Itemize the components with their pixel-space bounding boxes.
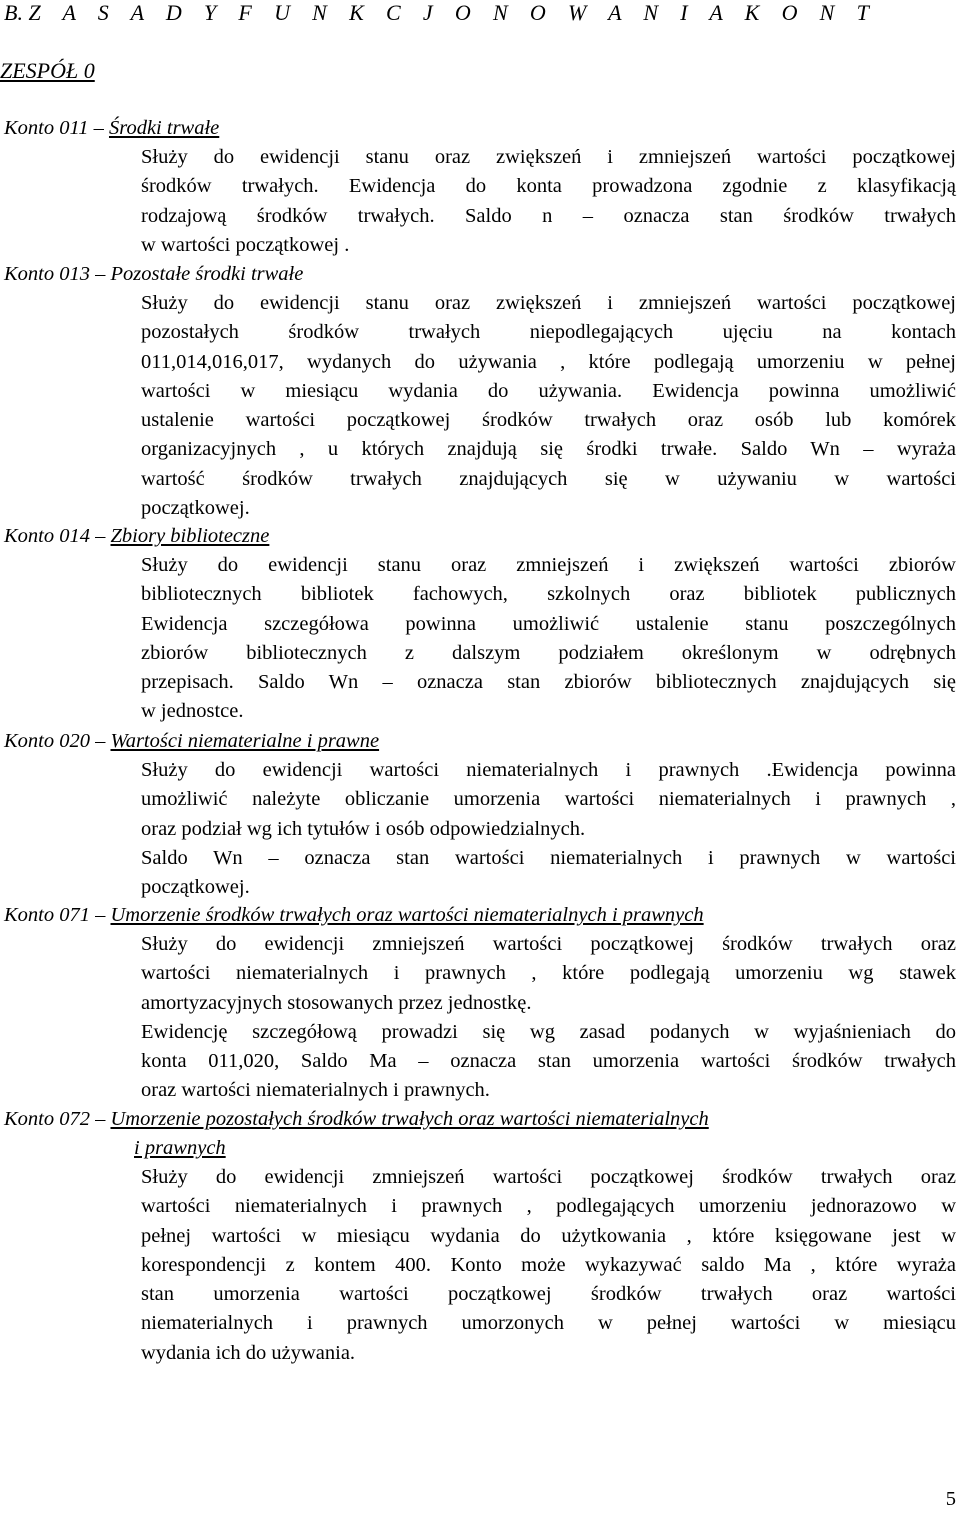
text-line: pozostałych środków trwałych niepodlegających ujęciu na kontach: [141, 321, 956, 344]
text-line: w jednostce.: [141, 700, 244, 723]
account-code: Konto 071: [4, 904, 90, 926]
text-line: amortyzacyjnych stosowanych przez jednostkę.: [141, 991, 532, 1014]
text-line: zbiorów bibliotecznych z dalszym podziałem określonym w odrębnych: [141, 641, 956, 664]
text-line: stan umorzenia wartości początkowej środków trwałych oraz wartości: [141, 1283, 956, 1306]
text-line: umożliwić należyte obliczanie umorzenia wartości niematerialnych i prawnych ,: [141, 788, 956, 811]
text-line: bibliotecznych bibliotek fachowych, szkolnych oraz bibliotek publicznych: [141, 583, 956, 606]
text-line: wartości niematerialnych i prawnych , podlegających umorzeniu jednorazowo w: [141, 1195, 956, 1218]
text-line: w wartości początkowej .: [141, 233, 350, 256]
group-title: ZESPÓŁ 0: [0, 58, 95, 83]
text-line: początkowej.: [141, 876, 250, 899]
text-line: ustalenie wartości początkowej środków trwałych oraz osób lub komórek: [141, 409, 956, 432]
text-line: niematerialnych i prawnych umorzonych w pełnej wartości w miesiącu: [141, 1312, 956, 1335]
text-line: pełnej wartości w miesiącu wydania do użytkowania , które księgowane jest w: [141, 1224, 956, 1247]
text-line: początkowej.: [141, 497, 250, 520]
text-line: Służy do ewidencji zmniejszeń wartości początkowej środków trwałych oraz: [141, 933, 956, 955]
account-name: Środki trwałe: [108, 117, 220, 139]
text-line: Służy do ewidencji stanu oraz zwiększeń i zmniejszeń wartości początkowej: [141, 146, 956, 168]
account-heading-072: Konto 072 – Umorzenie pozostałych środków trwałych oraz wartości niematerialnych i prawnych: [4, 1105, 709, 1164]
text-line: oraz podział wg ich tytułów i osób odpowiedzialnych.: [141, 817, 586, 840]
section-heading: [4, 0, 877, 26]
text-line: wydania ich do używania.: [141, 1341, 356, 1364]
text-line: konta 011,020, Saldo Ma – oznacza stan umorzenia wartości środków trwałych: [141, 1050, 956, 1073]
text-line: Służy do ewidencji wartości niematerialnych i prawnych .Ewidencja powinna: [141, 759, 956, 781]
account-description-020: [141, 756, 956, 902]
account-code: Konto 072: [4, 1108, 90, 1130]
account-description-014: [141, 551, 956, 727]
account-name: Umorzenie pozostałych środków trwałych oraz wartości niematerialnych: [110, 1108, 709, 1130]
text-line: korespondencji z kontem 400. Konto może wykazywać saldo Ma , które wyraża: [141, 1253, 956, 1276]
text-line: Ewidencję szczegółową prowadzi się wg zasad podanych w wyjaśnieniach do: [141, 1020, 956, 1043]
section-prefix: B.: [4, 0, 23, 25]
account-code: Konto 013: [4, 263, 90, 285]
text-line: wartości niematerialnych i prawnych , które podlegają umorzeniu wg stawek: [141, 962, 956, 985]
text-line: przepisach. Saldo Wn – oznacza stan zbiorów bibliotecznych znajdujących się: [141, 671, 956, 694]
text-line: organizacyjnych , u których znajdują się środki trwałe. Saldo Wn – wyraża: [141, 438, 956, 461]
account-description-071: [141, 930, 956, 1106]
account-name: Pozostałe środki trwałe: [110, 263, 304, 285]
account-name: Wartości niematerialne i prawne: [110, 730, 380, 752]
section-title: Z A S A D Y F U N K C J O N O W A N I A K O N T: [28, 0, 878, 25]
account-description-013: [141, 289, 956, 523]
account-heading-013: Konto 013 – Pozostałe środki trwałe: [4, 263, 304, 285]
account-description-072: [141, 1163, 956, 1368]
text-line: oraz wartości niematerialnych i prawnych.: [141, 1079, 490, 1102]
text-line: Służy do ewidencji zmniejszeń wartości początkowej środków trwałych oraz: [141, 1166, 956, 1188]
text-line: Służy do ewidencji stanu oraz zwiększeń i zmniejszeń wartości początkowej: [141, 292, 956, 314]
text-line: rodzajową środków trwałych. Saldo n – oznacza stan środków trwałych: [141, 204, 956, 227]
account-code: Konto 020: [4, 730, 90, 752]
text-line: wartości w miesiącu wydania do używania. Ewidencja powinna umożliwić: [141, 379, 956, 402]
text-line: Ewidencja szczegółowa powinna umożliwić ustalenie stanu poszczególnych: [141, 612, 956, 635]
text-line: Służy do ewidencji stanu oraz zmniejszeń i zwiększeń wartości zbiorów: [141, 554, 956, 576]
account-heading-020: Konto 020 – Wartości niematerialne i prawne: [4, 730, 380, 752]
text-line: środków trwałych. Ewidencja do konta prowadzona zgodnie z klasyfikacją: [141, 175, 956, 198]
text-line: Saldo Wn – oznacza stan wartości niematerialnych i prawnych w wartości: [141, 846, 956, 869]
account-heading-011: Konto 011 – Środki trwałe: [4, 117, 220, 139]
text-line: 011,014,016,017, wydanych do używania , które podlegają umorzeniu w pełnej: [141, 350, 956, 373]
account-name: Zbiory biblioteczne: [110, 525, 270, 547]
account-heading-071: Konto 071 – Umorzenie środków trwałych oraz wartości niematerialnych i prawnych: [4, 904, 704, 926]
account-name-continued: i prawnych: [134, 1137, 226, 1160]
account-code: Konto 011: [4, 117, 89, 139]
account-code: Konto 014: [4, 525, 90, 547]
account-description-011: [141, 143, 956, 260]
account-heading-014: Konto 014 – Zbiory biblioteczne: [4, 525, 270, 547]
text-line: wartość środków trwałych znajdujących się w używaniu w wartości: [141, 467, 956, 490]
account-name: Umorzenie środków trwałych oraz wartości niematerialnych i prawnych: [110, 904, 704, 926]
page-number: 5: [945, 1488, 956, 1510]
